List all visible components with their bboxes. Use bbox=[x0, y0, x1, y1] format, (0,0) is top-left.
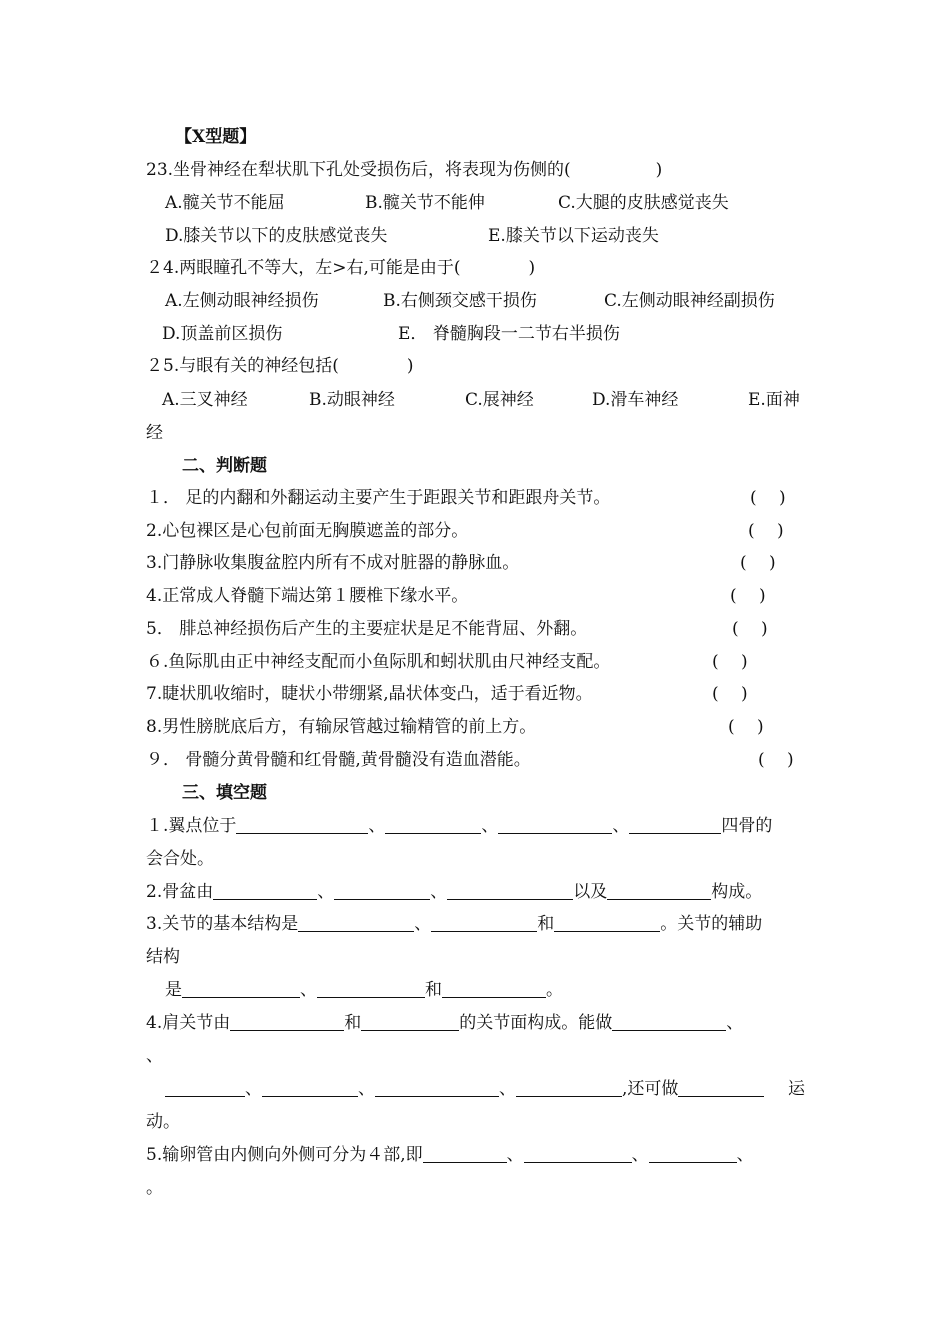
fill-text: 构成。 bbox=[711, 882, 763, 902]
fill-text: 和 bbox=[537, 914, 555, 934]
judge-item-text: 4.正常成人脊髓下端达第１腰椎下缘水平。 bbox=[146, 586, 469, 606]
fill-blank[interactable] bbox=[554, 913, 660, 932]
fill-blank[interactable] bbox=[498, 815, 612, 834]
judge-item-paren: ( ) bbox=[758, 750, 794, 770]
fill-text: 、 bbox=[414, 914, 432, 934]
fill-blank[interactable] bbox=[375, 1078, 499, 1097]
judge-item-paren: ( ) bbox=[712, 652, 748, 672]
question-25-stem: ２5.与眼有关的神经包括( ) bbox=[146, 356, 414, 376]
question-24-option-e: E． 脊髓胸段一二节右半损伤 bbox=[398, 324, 620, 344]
judge-item-text: 8.男性膀胱底后方，有输尿管越过输精管的前上方。 bbox=[146, 717, 537, 737]
fill-blank[interactable] bbox=[230, 1012, 344, 1031]
question-25-option-b: B.动眼神经 bbox=[309, 390, 395, 410]
judge-item-paren: ( ) bbox=[732, 619, 768, 639]
fill-blank[interactable] bbox=[649, 1144, 737, 1163]
fill-text: 、 bbox=[368, 816, 386, 836]
fill-text: 。 bbox=[546, 980, 563, 1000]
question-23-stem: 23.坐骨神经在犁状肌下孔处受损伤后，将表现为伤侧的( ) bbox=[146, 160, 663, 180]
fill-question-1-line-2: 会合处。 bbox=[146, 849, 214, 869]
fill-text: 、 bbox=[358, 1079, 375, 1099]
fill-question-1-line-1 bbox=[146, 814, 772, 838]
fill-blank[interactable] bbox=[423, 1144, 507, 1163]
fill-blank[interactable] bbox=[262, 1078, 358, 1097]
fill-blank[interactable] bbox=[607, 881, 711, 900]
fill-question-4-line-4: 动。 bbox=[146, 1112, 180, 1132]
fill-text: 、 bbox=[430, 882, 448, 902]
fill-blank[interactable] bbox=[629, 815, 721, 834]
question-24-stem: ２4.两眼瞳孔不等大，左>右,可能是由于( ) bbox=[146, 258, 536, 278]
question-23-option-a: A.髋关节不能屈 bbox=[165, 193, 285, 213]
fill-blank[interactable] bbox=[442, 979, 546, 998]
fill-blank[interactable] bbox=[334, 881, 430, 900]
fill-text: 、 bbox=[245, 1079, 262, 1099]
judge-item-text: ６.鱼际肌由正中神经支配而小鱼际肌和蚓状肌由尺神经支配。 bbox=[146, 652, 611, 672]
judge-item-paren: ( ) bbox=[748, 521, 784, 541]
fill-blank[interactable] bbox=[447, 881, 573, 900]
judge-item-paren: ( ) bbox=[740, 553, 776, 573]
fill-blank[interactable] bbox=[524, 1144, 632, 1163]
question-24-option-c: C.左侧动眼神经副损伤 bbox=[604, 291, 775, 311]
fill-text: 5.输卵管由内侧向外侧可分为４部,即 bbox=[146, 1145, 423, 1165]
fill-text: 、 bbox=[300, 980, 317, 1000]
fill-question-4-line-3 bbox=[165, 1077, 764, 1101]
fill-blank[interactable] bbox=[182, 979, 300, 998]
fill-text: 、 bbox=[499, 1079, 516, 1099]
question-24-option-d: D.顶盖前区损伤 bbox=[162, 324, 283, 344]
question-25-option-d: D.滑车神经 bbox=[592, 390, 679, 410]
fill-text: 2.骨盆由 bbox=[146, 882, 214, 902]
fill-text: 、 bbox=[736, 1145, 754, 1165]
fill-blank[interactable] bbox=[317, 979, 425, 998]
judge-item-text: １． 足的内翻和外翻运动主要产生于距跟关节和距跟舟关节。 bbox=[146, 488, 611, 508]
judge-item-text: 2.心包裸区是心包前面无胸膜遮盖的部分。 bbox=[146, 521, 469, 541]
fill-question-5-line-1 bbox=[146, 1143, 754, 1167]
fill-blank[interactable] bbox=[213, 881, 317, 900]
fill-text: 。关节的辅助 bbox=[660, 914, 763, 934]
question-23-option-b: B.髋关节不能伸 bbox=[365, 193, 485, 213]
fill-question-3-line-1 bbox=[146, 912, 762, 936]
fill-question-3-line-3 bbox=[165, 978, 563, 1002]
judge-item-text: 5． 腓总神经损伤后产生的主要症状是足不能背屈、外翻。 bbox=[146, 619, 588, 639]
fill-text: 、 bbox=[481, 816, 499, 836]
fill-question-4-line-1 bbox=[146, 1011, 743, 1035]
judge-item-text: 7.睫状肌收缩时，睫状小带绷紧,晶状体变凸，适于看近物。 bbox=[146, 684, 593, 704]
fill-blank[interactable] bbox=[612, 1012, 726, 1031]
fill-text: 、 bbox=[612, 816, 630, 836]
judge-item-paren: ( ) bbox=[750, 488, 786, 508]
judge-item-paren: ( ) bbox=[712, 684, 748, 704]
section-heading-x-type: 【X型题】 bbox=[175, 127, 257, 147]
section-heading-fill: 三、填空题 bbox=[182, 783, 267, 803]
question-23-option-d: D.膝关节以下的皮肤感觉丧失 bbox=[165, 226, 388, 246]
question-24-option-a: A.左侧动眼神经损伤 bbox=[165, 291, 319, 311]
question-25-option-a: A.三叉神经 bbox=[162, 390, 248, 410]
fill-text: 、 bbox=[726, 1013, 744, 1033]
question-25-option-c: C.展神经 bbox=[465, 390, 534, 410]
fill-text: 3.关节的基本结构是 bbox=[146, 914, 299, 934]
fill-question-3-line-2: 结构 bbox=[146, 947, 180, 967]
fill-text: 以及 bbox=[573, 882, 608, 902]
question-24-option-b: B.右侧颈交感干损伤 bbox=[383, 291, 537, 311]
fill-text: 和 bbox=[425, 980, 442, 1000]
fill-text: ,还可做 bbox=[622, 1079, 679, 1099]
fill-blank[interactable] bbox=[385, 815, 481, 834]
fill-blank[interactable] bbox=[165, 1078, 245, 1097]
fill-blank[interactable] bbox=[516, 1078, 622, 1097]
question-23-option-e: E.膝关节以下运动丧失 bbox=[488, 226, 659, 246]
judge-item-text: 3.门静脉收集腹盆腔内所有不成对脏器的静脉血。 bbox=[146, 553, 520, 573]
question-23-option-c: C.大腿的皮肤感觉丧失 bbox=[558, 193, 729, 213]
question-25-option-e: E.面神 bbox=[748, 390, 800, 410]
judge-item-text: ９． 骨髓分黄骨髓和红骨髓,黄骨髓没有造血潜能。 bbox=[146, 750, 531, 770]
fill-blank[interactable] bbox=[298, 913, 414, 932]
fill-question-2 bbox=[146, 880, 762, 904]
fill-text: 四骨的 bbox=[721, 816, 773, 836]
fill-text: 、 bbox=[631, 1145, 649, 1165]
fill-text: 是 bbox=[165, 980, 182, 1000]
judge-item-paren: ( ) bbox=[730, 586, 766, 606]
fill-text: １.翼点位于 bbox=[146, 816, 237, 836]
fill-text: 和 bbox=[344, 1013, 362, 1033]
fill-question-5-line-2: 。 bbox=[146, 1178, 163, 1198]
fill-text: 的关节面构成。能做 bbox=[459, 1013, 613, 1033]
section-heading-judge: 二、判断题 bbox=[182, 456, 267, 476]
fill-blank[interactable] bbox=[236, 815, 368, 834]
question-25-continuation: 经 bbox=[146, 423, 163, 443]
fill-question-4-line-2: 、 bbox=[146, 1046, 163, 1066]
fill-blank[interactable] bbox=[361, 1012, 459, 1031]
fill-question-4-tail: 运 bbox=[788, 1079, 805, 1099]
fill-text: 、 bbox=[317, 882, 335, 902]
fill-text: 、 bbox=[506, 1145, 524, 1165]
fill-text: 4.肩关节由 bbox=[146, 1013, 231, 1033]
fill-blank[interactable] bbox=[431, 913, 537, 932]
fill-blank[interactable] bbox=[678, 1078, 764, 1097]
judge-item-paren: ( ) bbox=[728, 717, 764, 737]
